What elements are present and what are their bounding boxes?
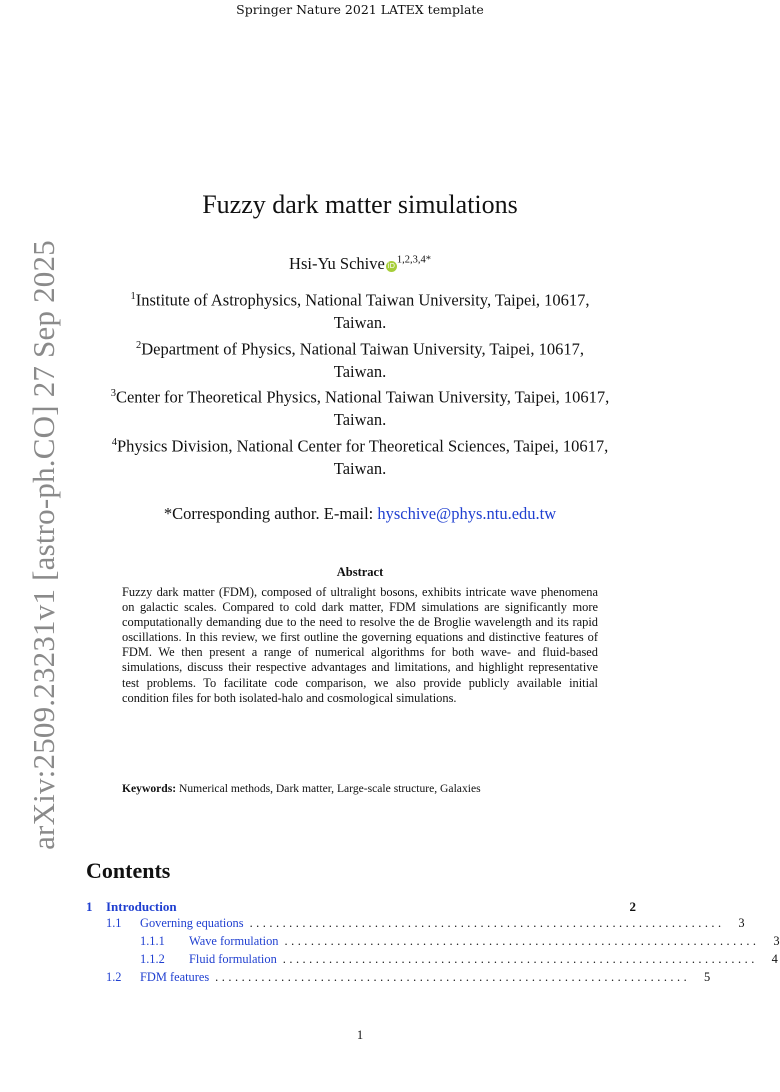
abstract-heading: Abstract <box>336 565 384 579</box>
toc-title[interactable]: Governing equations <box>140 916 244 930</box>
toc-number: 1.1.2 <box>140 952 165 966</box>
corresponding-author <box>0 504 720 524</box>
affiliation <box>110 432 610 481</box>
affiliation-text: Center for Theoretical Physics, National Taiwan University, Taipei, 10617, Taiwan. <box>115 387 610 430</box>
toc-title[interactable]: Introduction <box>106 899 177 914</box>
toc-leader: ........................................................................ <box>282 952 758 966</box>
abstract-text: Fuzzy dark matter (FDM), composed of ultralight bosons, exhibits intricate wave phenomena on galactic scales. Compared to cold dark matter, FDM simulations are significantly more computationally demanding due to the need to resolve the de Broglie wavelength and its rapid oscillations. In this review, we first outline the governing equations and distinctive features of FDM. We then present a range of numerical algorithms for both wave- and fluid-based simulations, discuss their respective advantages and limitations, and highlight representative test problems. To facilitate code comparison, we also provide publicly available initial condition files for both isolated-halo and cosmological simulations. <box>122 585 598 705</box>
toc-page: 4 <box>771 952 778 966</box>
toc-title[interactable]: Fluid formulation <box>189 952 277 966</box>
affiliation-text: Physics Division, National Center for Theoretical Sciences, Taipei, 10617, Taiwan. <box>116 436 609 479</box>
toc-title[interactable]: FDM features <box>140 970 210 984</box>
arxiv-stamp[interactable]: arXiv:2509.23231v1 [astro-ph.CO] 27 Sep 2025 <box>26 240 61 850</box>
toc-page: 5 <box>704 970 711 984</box>
affiliation-text: Department of Physics, National Taiwan University, Taipei, 10617, Taiwan. <box>141 339 585 381</box>
author-affil-marks: 1,2,3,4* <box>396 254 431 266</box>
paper-title: Fuzzy dark matter simulations <box>202 190 518 219</box>
keywords-text: Numerical methods, Dark matter, Large-scale structure, Galaxies <box>179 782 481 795</box>
email-link[interactable]: hyschive@phys.ntu.edu.tw <box>377 504 557 523</box>
toc-title[interactable]: Wave formulation <box>189 934 279 948</box>
toc-number: 1.2 <box>106 970 122 984</box>
author-line <box>0 254 720 274</box>
affiliation <box>110 383 610 432</box>
affiliation-text: Institute of Astrophysics, National Taiwan University, Taipei, 10617, Taiwan. <box>135 290 590 333</box>
toc-entry[interactable] <box>86 952 778 970</box>
affiliation-sup: 2 <box>135 339 142 351</box>
affiliation-sup: 4 <box>111 437 117 449</box>
running-header: Springer Nature 2021 LATEX template <box>236 2 484 17</box>
toc-page: 3 <box>773 934 780 948</box>
toc-number: 1 <box>86 899 93 914</box>
toc-entry[interactable] <box>86 970 711 988</box>
toc-number: 1.1 <box>106 916 122 930</box>
author-name: Hsi-Yu Schive <box>289 254 385 273</box>
toc-leader: ........................................................................ <box>249 916 725 930</box>
page-number: 1 <box>356 1028 364 1042</box>
orcid-icon[interactable]: iD <box>387 262 395 270</box>
toc-leader: ........................................................................ <box>215 970 691 984</box>
keywords-label: Keywords: <box>122 782 177 795</box>
table-of-contents <box>86 899 780 988</box>
toc-page: 2 <box>629 899 636 914</box>
affiliations <box>110 286 610 481</box>
affiliation-sup: 3 <box>110 388 116 400</box>
toc-entry[interactable] <box>86 899 636 916</box>
corresponding-label: *Corresponding author. E-mail: <box>163 504 378 523</box>
toc-leader: ........................................................................ <box>284 934 760 948</box>
toc-number: 1.1.1 <box>140 934 165 948</box>
affiliation <box>110 335 610 384</box>
contents-heading: Contents <box>86 858 171 883</box>
keywords <box>122 782 598 795</box>
affiliation-sup: 1 <box>130 291 136 302</box>
toc-entry[interactable] <box>86 934 780 952</box>
toc-page: 3 <box>738 916 745 930</box>
toc-entry[interactable] <box>86 916 745 934</box>
affiliation <box>110 286 610 335</box>
